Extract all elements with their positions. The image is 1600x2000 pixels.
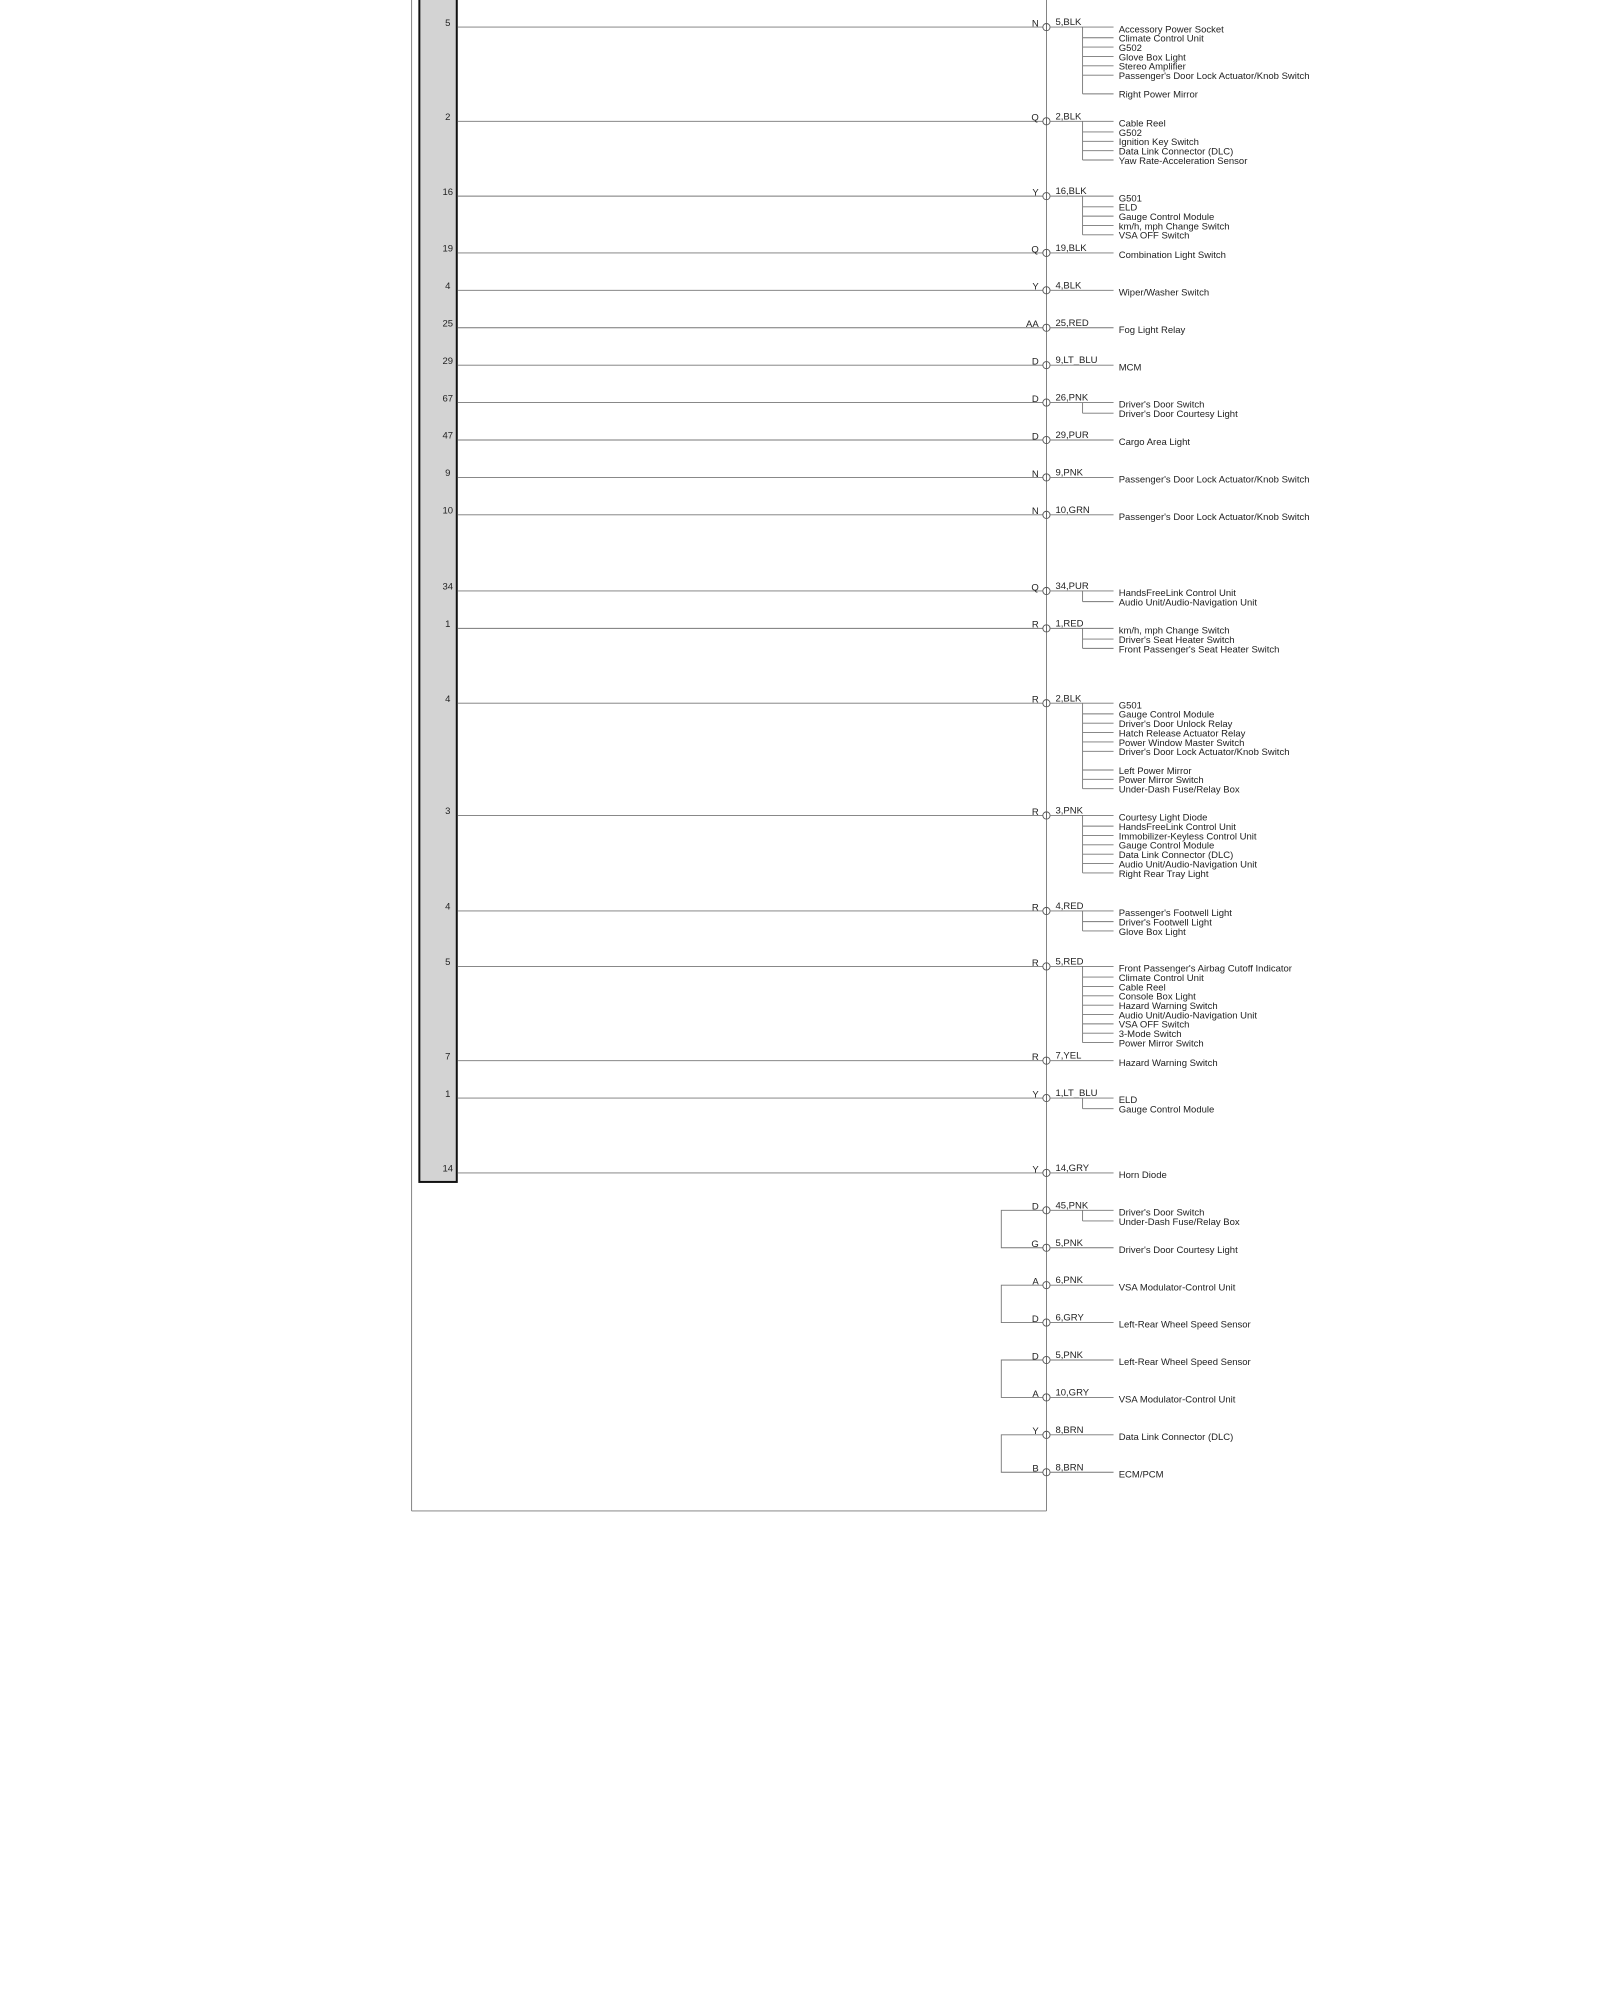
wire-label: 5,BLK [1055, 17, 1082, 29]
wire-label: 4,RED [1055, 901, 1084, 913]
wire-label: 26,PNK [1055, 392, 1089, 404]
destination-label: Courtesy Light Diode [1118, 812, 1208, 824]
destination-label: Cable Reel [1118, 118, 1166, 130]
connector-letter: R [1031, 619, 1039, 631]
wire-label: 9,LT_BLU [1055, 355, 1098, 367]
pin-number: 1 [445, 1088, 451, 1100]
connector-letter: D [1031, 393, 1039, 405]
destination-label: Passenger's Door Lock Actuator/Knob Switch [1118, 512, 1310, 523]
destination-label: 3-Mode Switch [1118, 1029, 1182, 1041]
connector-letter: Y [1032, 187, 1039, 199]
wire-label: 14,GRY [1055, 1162, 1090, 1174]
destination-label: Cable Reel [1118, 982, 1166, 994]
connector-letter: R [1031, 806, 1039, 818]
connector-letter: N [1031, 468, 1039, 480]
pin-number: 4 [445, 901, 451, 913]
pin-number: 47 [442, 430, 454, 442]
destination-label: Stereo Amplifier [1118, 61, 1186, 73]
destination-label: Passenger's Door Lock Actuator/Knob Switch [1118, 474, 1310, 486]
destination-label: Horn Diode [1118, 1170, 1167, 1182]
destination-label: ECM/PCM [1118, 1469, 1164, 1481]
destination-label: G502 [1118, 42, 1142, 54]
pin-number: 10 [442, 505, 454, 517]
wire-label: 16,BLK [1055, 186, 1087, 198]
destination-label: Wiper/Washer Switch [1118, 287, 1210, 299]
connector-letter: R [1031, 902, 1039, 914]
wire-label: 5,RED [1055, 956, 1084, 968]
wire-label: 25,RED [1055, 317, 1089, 329]
destination-label: Driver's Door Switch [1118, 1207, 1205, 1219]
destination-label: Hazard Warning Switch [1118, 1057, 1218, 1069]
wire-label: 6,GRY [1055, 1312, 1084, 1324]
destination-label: Left-Rear Wheel Speed Sensor [1118, 1319, 1251, 1331]
pin-number: 29 [442, 355, 454, 367]
connector-letter: Q [1031, 112, 1039, 124]
destination-label: VSA OFF Switch [1118, 1019, 1190, 1031]
wire-label: 1,RED [1055, 618, 1084, 630]
connector-letter: Q [1031, 244, 1039, 256]
destination-label: Gauge Control Module [1118, 840, 1215, 852]
connector-letter: A [1032, 1276, 1039, 1288]
destination-label: Gauge Control Module [1118, 709, 1215, 721]
destination-label: Hazard Warning Switch [1118, 1001, 1218, 1013]
wire-label: 2,BLK [1055, 111, 1082, 123]
pin-number: 3 [445, 806, 451, 818]
destination-label: Right Rear Tray Light [1118, 868, 1209, 880]
destination-label: Cargo Area Light [1118, 437, 1191, 449]
connector-letter: B [1032, 1463, 1039, 1475]
wire-label: 3,PNK [1055, 805, 1083, 817]
pin-number: 14 [442, 1163, 454, 1175]
connector-letter: D [1031, 356, 1039, 368]
pin-number: 1 [445, 619, 451, 631]
wire-label: 1,LT_BLU [1055, 1088, 1098, 1100]
wire-label: 9,PNK [1055, 467, 1083, 479]
destination-label: Data Link Connector (DLC) [1118, 1432, 1234, 1443]
destination-label: Accessory Power Socket [1118, 24, 1224, 36]
destination-label: Passenger's Footwell Light [1118, 908, 1232, 920]
destination-label: Gauge Control Module [1118, 1104, 1215, 1116]
destination-label: MCM [1118, 362, 1142, 374]
destination-label: Glove Box Light [1118, 52, 1186, 64]
destination-label: Audio Unit/Audio-Navigation Unit [1118, 859, 1258, 871]
connector-letter: AA [1026, 319, 1039, 331]
connector-letter: D [1031, 431, 1039, 443]
destination-label: Fog Light Relay [1118, 324, 1186, 336]
destination-label: Glove Box Light [1118, 926, 1186, 938]
destination-label: Immobilizer-Keyless Control Unit [1118, 831, 1257, 843]
destination-label: Right Power Mirror [1118, 89, 1198, 101]
wire-label: 7,YEL [1055, 1050, 1082, 1062]
destination-label: VSA Modulator-Control Unit [1118, 1282, 1236, 1294]
destination-label: Driver's Door Courtesy Light [1118, 1244, 1238, 1256]
destination-label: Passenger's Door Lock Actuator/Knob Switch [1118, 71, 1310, 83]
wire-label: 6,PNK [1055, 1275, 1083, 1287]
wire-label: 10,GRN [1055, 504, 1090, 516]
destination-label: ELD [1118, 202, 1138, 214]
connector-letter: Y [1032, 1426, 1039, 1438]
destination-label: Gauge Control Module [1118, 212, 1215, 223]
destination-label: Climate Control Unit [1118, 33, 1204, 45]
destination-label: Ignition Key Switch [1118, 137, 1199, 149]
wire-label: 4,BLK [1055, 280, 1082, 292]
destination-label: Console Box Light [1118, 991, 1196, 1003]
connector-letter: D [1031, 1201, 1039, 1213]
destination-label: km/h, mph Change Switch [1118, 221, 1230, 233]
wire-label: 34,PUR [1055, 581, 1089, 593]
pin-number: 5 [445, 957, 451, 969]
destination-label: Audio Unit/Audio-Navigation Unit [1118, 1010, 1258, 1022]
pin-number: 67 [442, 393, 454, 405]
destination-label: G501 [1118, 193, 1142, 205]
connector-letter: Y [1032, 281, 1039, 293]
wire-label: 10,GRY [1055, 1387, 1090, 1399]
connector-letter: N [1031, 506, 1039, 518]
pin-number: 25 [442, 318, 454, 330]
connector-letter: Y [1032, 1164, 1039, 1176]
destination-label: Driver's Seat Heater Switch [1118, 634, 1235, 646]
pin-number: 4 [445, 281, 451, 293]
destination-label: Driver's Door Courtesy Light [1118, 409, 1238, 421]
destination-label: Yaw Rate-Acceleration Sensor [1118, 155, 1248, 167]
destination-label: Driver's Door Switch [1118, 399, 1205, 411]
destination-label: Left-Rear Wheel Speed Sensor [1118, 1357, 1251, 1369]
pin-number: 19 [442, 243, 454, 255]
destination-label: G502 [1118, 127, 1142, 139]
connector-letter: D [1031, 1313, 1039, 1325]
destination-label: Driver's Door Lock Actuator/Knob Switch [1118, 747, 1290, 759]
wire-label: 45,PNK [1055, 1200, 1089, 1212]
pin-number: 4 [445, 693, 451, 705]
destination-label: Power Mirror Switch [1118, 775, 1204, 787]
wire-label: 5,PNK [1055, 1237, 1083, 1249]
pin-number: 16 [442, 186, 454, 198]
pin-number: 9 [445, 468, 451, 480]
destination-label: Driver's Footwell Light [1118, 917, 1212, 929]
pin-number: 7 [445, 1051, 451, 1063]
destination-label: Data Link Connector (DLC) [1118, 146, 1234, 158]
destination-label: HandsFreeLink Control Unit [1118, 822, 1236, 833]
wire-label: 5,PNK [1055, 1350, 1083, 1362]
destination-label: VSA OFF Switch [1118, 230, 1190, 242]
destination-label: Combination Light Switch [1118, 250, 1226, 262]
destination-label: km/h, mph Change Switch [1118, 625, 1230, 637]
wire-label: 19,BLK [1055, 242, 1087, 254]
destination-label: Driver's Door Unlock Relay [1118, 719, 1233, 731]
connector-letter: Y [1032, 1089, 1039, 1101]
connector-letter: Q [1031, 582, 1039, 594]
pin-number: 34 [442, 581, 454, 593]
connector-letter: R [1031, 1052, 1039, 1063]
destination-label: Climate Control Unit [1118, 972, 1204, 984]
destination-label: VSA Modulator-Control Unit [1118, 1394, 1236, 1406]
connector-letter: D [1031, 1351, 1039, 1363]
destination-label: G501 [1118, 700, 1142, 712]
destination-label: ELD [1118, 1095, 1138, 1107]
wire-label: 8,BRN [1055, 1424, 1084, 1436]
destination-label: Power Window Master Switch [1118, 737, 1245, 749]
connector-letter: G [1031, 1239, 1039, 1251]
wire-label: 8,BRN [1055, 1462, 1084, 1474]
destination-label: Data Link Connector (DLC) [1118, 850, 1234, 862]
destination-label: Front Passenger's Seat Heater Switch [1118, 644, 1280, 656]
wire-label: 29,PUR [1055, 430, 1089, 442]
connector-letter: R [1031, 694, 1039, 706]
destination-label: Front Passenger's Airbag Cutoff Indicator [1118, 963, 1292, 975]
wire-label: 2,BLK [1055, 693, 1082, 705]
destination-label: Power Mirror Switch [1118, 1038, 1204, 1050]
connector-letter: R [1031, 957, 1039, 969]
destination-label: HandsFreeLink Control Unit [1118, 588, 1236, 600]
destination-label: Left Power Mirror [1118, 765, 1192, 777]
pin-number: 2 [445, 112, 451, 123]
destination-label: Under-Dash Fuse/Relay Box [1118, 1216, 1240, 1228]
pin-number: 5 [445, 17, 451, 29]
destination-label: Hatch Release Actuator Relay [1118, 728, 1246, 740]
destination-label: Under-Dash Fuse/Relay Box [1118, 784, 1240, 796]
connector-letter: A [1032, 1388, 1039, 1400]
destination-label: Audio Unit/Audio-Navigation Unit [1118, 597, 1258, 609]
connector-letter: N [1031, 18, 1039, 30]
